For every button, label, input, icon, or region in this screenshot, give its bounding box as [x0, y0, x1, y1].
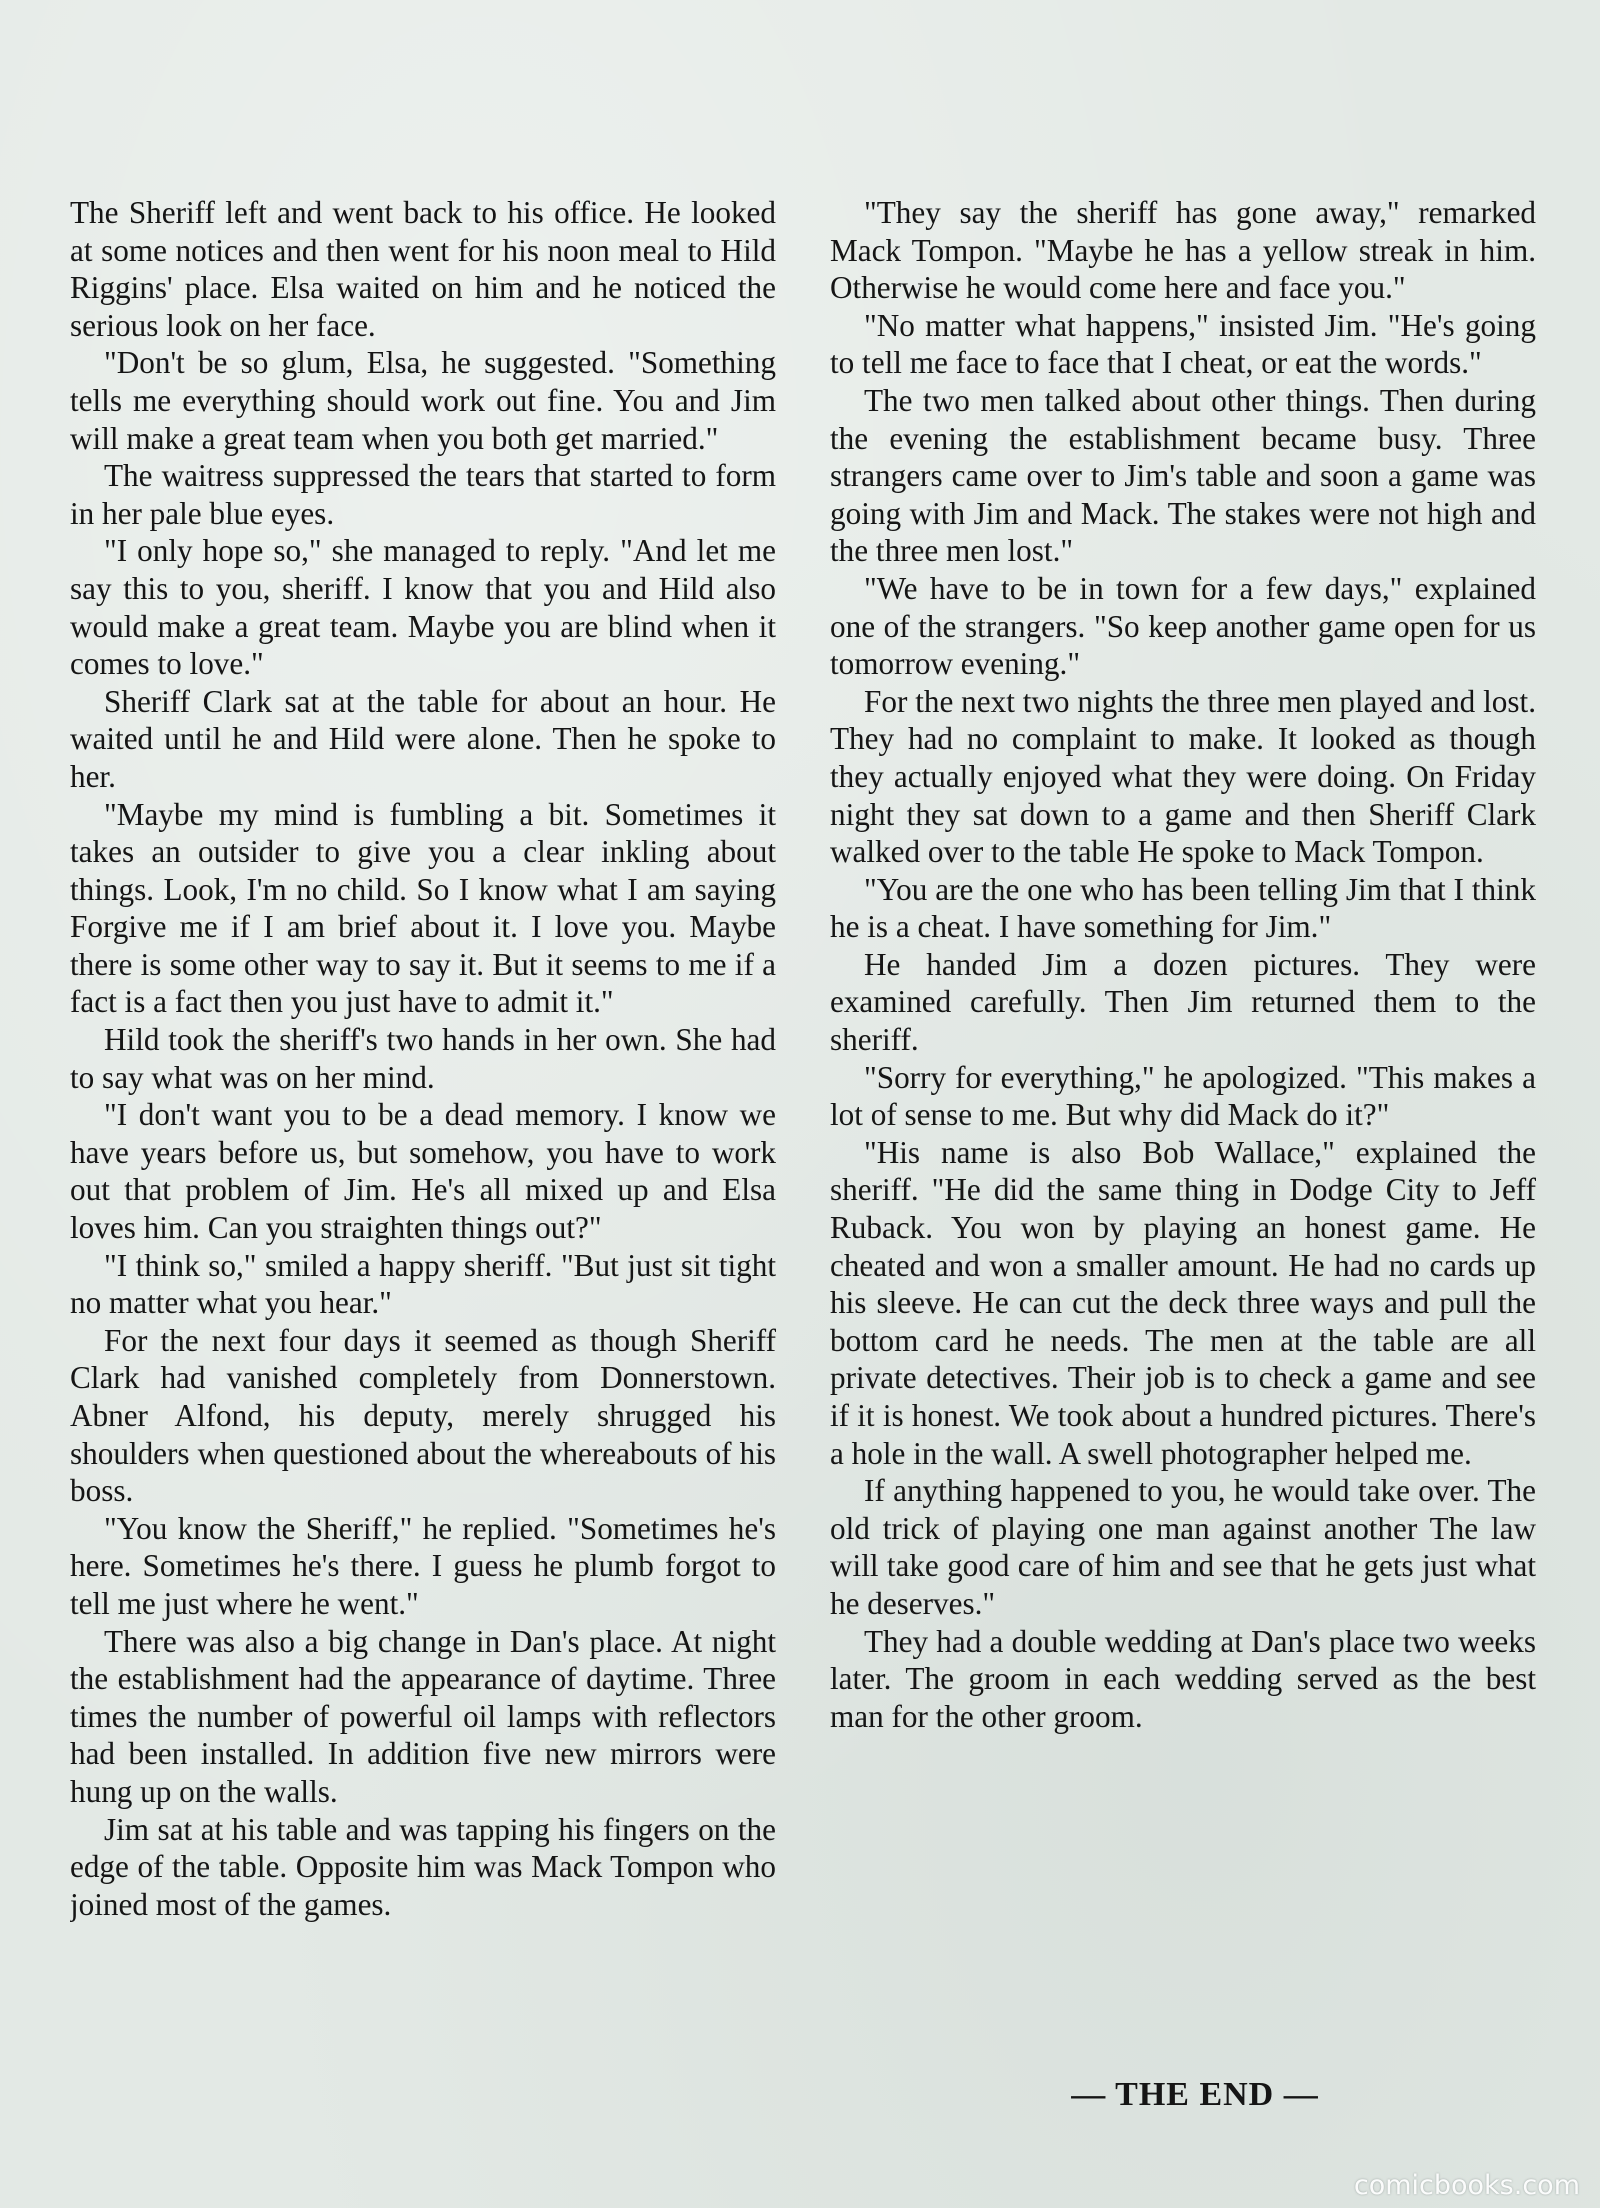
- paragraph: "I only hope so," she managed to reply. "And let me say this to you, sheriff. I know that you and Hild also would make a great team. Maybe you are blind when it comes to love.": [70, 533, 776, 682]
- paragraph: Hild took the sheriff's two hands in her own. She had to say what was on her mind.: [70, 1022, 776, 1095]
- paragraph: The Sheriff left and went back to his office. He looked at some notices and then went for his noon meal to Hild Riggins' place. Elsa waited on him and he noticed the serious look on her face.: [70, 195, 776, 343]
- paragraph: "His name is also Bob Wallace," explained the sheriff. "He did the same thing in Dodge City to Jeff Ruback. You won by playing an honest game. He cheated and won a smaller amount. He had no cards up his sleeve. He can cut the deck three ways and pull the bottom card he needs. The men at the table are all private detectives. Their job is to check a game and see if it is honest. We took about a hundred pictures. There's a hole in the wall. A swell photographer helped me.: [830, 1134, 1536, 1471]
- paragraph: They had a double wedding at Dan's place two weeks later. The groom in each wedding served as the best man for the other groom.: [830, 1623, 1536, 1734]
- paragraph: If anything happened to you, he would take over. The old trick of playing one man against another The law will take good care of him and see that he gets just what he deserves.": [830, 1473, 1536, 1621]
- paragraph: "I don't want you to be a dead memory. I know we have years before us, but somehow, you have to work out that problem of Jim. He's all mixed up and Elsa loves him. Can you straighten things out?": [70, 1097, 776, 1246]
- site-watermark: comicbooks.com: [1353, 2170, 1580, 2201]
- paragraph: "They say the sheriff has gone away," remarked Mack Tompon. "Maybe he has a yellow streak in him. Otherwise he would come here and face you.": [830, 195, 1536, 306]
- paragraph: "I think so," smiled a happy sheriff. "But just sit tight no matter what you hear.": [70, 1247, 776, 1321]
- paragraph: "No matter what happens," insisted Jim. "He's going to tell me face to face that I cheat, or eat the words.": [830, 307, 1536, 381]
- paragraph: For the next four days it seemed as though Sheriff Clark had vanished completely from Donnerstown. Abner Alfond, his deputy, merely shrugged his shoulders when questioned about the whereabouts of his boss.: [70, 1322, 776, 1509]
- left-text-column: [70, 194, 776, 2094]
- the-end-mark: — THE END —: [1071, 2076, 1319, 2113]
- paragraph: "We have to be in town for a few days," explained one of the strangers. "So keep another game open for us tomorrow evening.": [830, 570, 1536, 682]
- paragraph: "Don't be so glum, Elsa, he suggested. "Something tells me everything should work out fine. You and Jim will make a great team when you both get married.": [70, 345, 776, 456]
- paragraph: He handed Jim a dozen pictures. They were examined carefully. Then Jim returned them to the sheriff.: [830, 946, 1536, 1058]
- paragraph: For the next two nights the three men played and lost. They had no complaint to make. It looked as though they actually enjoyed what they were doing. On Friday night they sat down to a game and then Sheriff Clark walked over to the table He spoke to Mack Tompon.: [830, 683, 1536, 870]
- paragraph: "You are the one who has been telling Jim that I think he is a cheat. I have something for Jim.": [830, 871, 1536, 945]
- paragraph: Sheriff Clark sat at the table for about an hour. He waited until he and Hild were alone. Then he spoke to her.: [70, 683, 776, 794]
- paragraph: "Maybe my mind is fumbling a bit. Sometimes it takes an outsider to give you a clear inkling about things. Look, I'm no child. So I know what I am saying Forgive me if I am brief about it. I love you. Maybe there is some other way to say it. But it seems to me if a fact is a fact then you just have to admit it.": [70, 796, 776, 1020]
- paragraph: "Sorry for everything," he apologized. "This makes a lot of sense to me. But why did Mack do it?": [830, 1059, 1536, 1133]
- faded-show-through-title: [16, 0, 1583, 217]
- paragraph: Jim sat at his table and was tapping his fingers on the edge of the table. Opposite him was Mack Tompon who joined most of the games.: [70, 1811, 776, 1922]
- paragraph: The waitress suppressed the tears that started to form in her pale blue eyes.: [70, 458, 776, 531]
- paragraph: There was also a big change in Dan's place. At night the establishment had the appearance of daytime. Three times the number of powerful oil lamps with reflectors had been installed. In addition five new mirrors were hung up on the walls.: [70, 1623, 776, 1809]
- right-text-column: [830, 194, 1536, 2094]
- paragraph: The two men talked about other things. Then during the evening the establishment became busy. Three strangers came over to Jim's table and soon a game was going with Jim and Mack. The stakes were not high and the three men lost.": [830, 382, 1536, 569]
- paragraph: "You know the Sheriff," he replied. "Sometimes he's here. Sometimes he's there. I guess he plumb forgot to tell me just where he went.": [70, 1510, 776, 1621]
